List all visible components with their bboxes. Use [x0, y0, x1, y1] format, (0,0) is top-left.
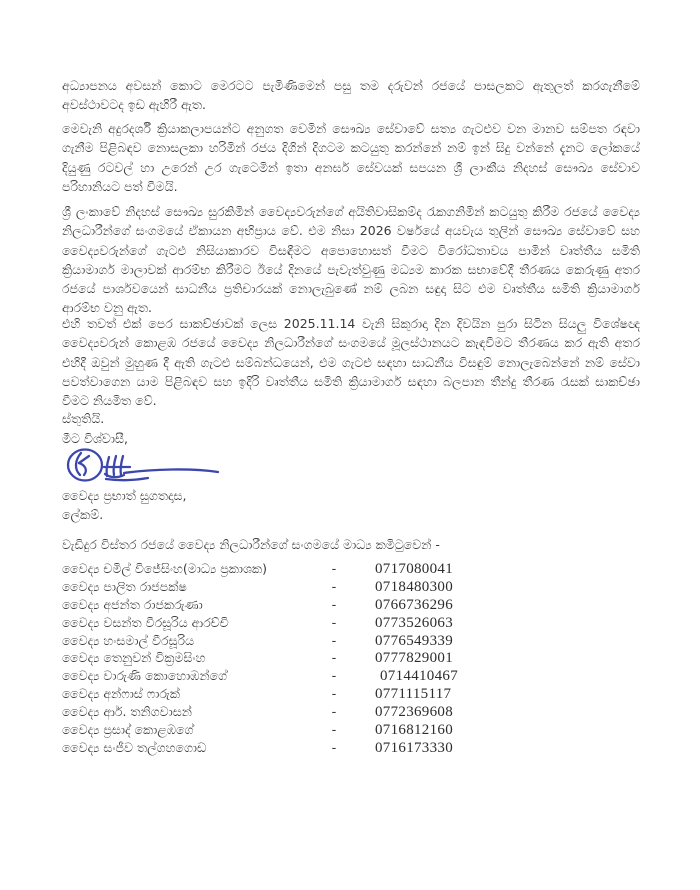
contact-row [62, 703, 542, 721]
closing-valediction: මීට විශ්වාසී, [62, 431, 128, 446]
contact-separator: - [331, 579, 337, 595]
letter-paragraph-3: ශ්‍රී ලංකාවේ නිදහස් සෞඛ්‍ය සුරකිමින් වෛද්‍යවරුන්ගේ අයිතිවාසිකම්ද රැකගනිමින් කටයුතු කිරීම රජයේ වෛද්‍ය නිලධාරීන්ගේ සංගමයේ ඒකායන අභිප්‍රාය වේ. එම නිසා 2026 වර්ෂයේ අයවැය තුලින් සෞඛ්‍ය සේවාවේ සහ වෛද්‍යවරුන්ගේ ගැටළු නිසියාකාරව විසඳීමට අපොහොසත් වීමට විරෝධතාවය පාමින් වෘත්තීය සමිති ක්‍රියාමාර්ග මාලාවක් ආරම්භ කිරීමට ඊයේ දිනයේ පැවැත්වුණු මධ්‍යම කාරක සභාවේදී තීරණය කෙරුණු අතර රජයේ පාර්ශවයෙන් සාධනීය ප්‍රතිචාරයක් නොලැබුණේ නම් ලබන සඳුදා සිට එම වෘත්තීය සමිති ක්‍රියාමාර්ග ආරම්භ වනු ඇත. [62, 204, 640, 316]
contact-phone: 0716812160 [375, 722, 453, 739]
contact-name: වෛද්‍ය ආර්. තනිගවාසන් [62, 704, 192, 720]
contact-name: වෛද්‍ය වසන්ත වීරසූරිය ආරච්චි [62, 614, 229, 630]
contact-name: වෛද්‍ය ප්‍රසාද් කොළඹගේ [62, 722, 194, 738]
contact-row [62, 614, 542, 632]
contact-separator: - [331, 687, 337, 703]
signature-icon [64, 444, 224, 488]
contacts-list [62, 560, 542, 757]
contact-name: වෛද්‍ය හංසමාල් වීරසූරිය [62, 632, 195, 648]
contact-row [62, 685, 542, 703]
contact-row [62, 667, 542, 685]
contact-row [62, 596, 542, 614]
contact-separator: - [331, 669, 337, 685]
letter-paragraph-1: අධ්‍යාපනය අවසන් කොට මෙරටට පැමිණිමෙන් පසු තම දරුවන් රජයේ පාසලකට ඇතුලත් කරගැනීමේ අවස්ථාවටද ඉඩ ඇහිරී ඇත. [62, 78, 640, 113]
contact-phone: 0717080041 [375, 561, 453, 577]
contact-separator: - [331, 723, 337, 739]
contact-name: වෛද්‍ය අන්ෆාස් ෆාරුක් [62, 686, 180, 702]
contact-separator: - [331, 740, 337, 756]
letter-paragraph-2: මෙවැනි අදුරදර්ශී ක්‍රියාකලාපයන්ට අනුගත වෙමින් සෞඛ්‍ය සේවාවේ සත්‍ය ගැටළුව වන මානව සම්පත රඳවා ගැනීම පිළිබඳව නොසලකා හරිමින් රජය දිගින් දිගටම කටයුතු කරන්නේ නම් ඉන් සිදු වන්නේ දැනට ලෝකයේ දියුණු රටවල් හා උරෙන් උර ගැටෙමින් ඉතා අනර්ඝ සේවයක් සපයන ශ්‍රී ලාංකීය නිදහස් සෞඛ්‍ය සේවාව පරිහානියට පත් වීමයි. [62, 121, 640, 194]
contact-phone: 0766736296 [375, 596, 453, 613]
contact-row [62, 739, 542, 757]
contact-row [62, 721, 542, 739]
contact-row [62, 578, 542, 596]
contact-phone: 0771115117 [375, 686, 452, 703]
contact-row [62, 632, 542, 650]
contact-name: වෛද්‍ය තෙනුවන් වික්‍රමසිංහ [62, 650, 206, 666]
contact-phone: 0773526063 [375, 614, 453, 631]
contact-name: වෛද්‍ය සංජීව තල්ගහගොඩ [62, 739, 207, 755]
contact-separator: - [331, 633, 337, 649]
contact-name: වෛද්‍ය අජන්ත රාජකරුණා [62, 596, 203, 612]
contact-row [62, 649, 542, 667]
contact-phone: 0714410467 [380, 668, 458, 685]
contact-name: වෛද්‍ය පාලිත රාජපක්ෂ [62, 578, 187, 594]
contact-separator: - [331, 651, 337, 667]
signer-name: වෛද්‍ය ප්‍රභාත් සුගතදාස, [62, 488, 187, 503]
contact-separator: - [331, 705, 337, 721]
contact-phone: 0777829001 [375, 650, 453, 667]
contact-phone: 0716173330 [375, 739, 453, 756]
contact-name: වෛද්‍ය වාරුණි කොහොඹන්ගේ [62, 668, 228, 684]
closing-thanks: ස්තුතියි. [62, 411, 105, 426]
contact-phone: 0718480300 [375, 578, 453, 595]
contact-separator: - [331, 562, 337, 577]
contacts-heading: වැඩිදුර විස්තර රජයේ වෛද්‍ය නිලධාරීන්ගේ සංගමයේ මාධ්‍ය කමිටුවෙන් - [62, 537, 440, 552]
contact-separator: - [331, 597, 337, 613]
contact-name: වෛද්‍ය චමිල් විජේසිංහ(මාධ්‍ය ප්‍රකාශක) [62, 561, 267, 576]
signer-title: ලේකම්. [62, 507, 104, 522]
contact-phone: 0772369608 [375, 704, 453, 721]
contact-phone: 0776549339 [375, 632, 453, 649]
contact-separator: - [331, 615, 337, 631]
contact-row [62, 560, 542, 578]
letter-paragraph-4: එහි තවත් එක් පෙර සාකච්ඡාවක් ලෙස 2025.11.14 වැනි සිකුරාදා දින දිවයින පුරා සිටින සියලු විශේෂඥ වෛද්‍යවරුන් කොළඹ රජයේ වෛද්‍ය නිලධාරීන්ගේ සංගමයේ මූලස්ථානයට කැඳවීමට තීරණය කර ඇති අතර එහිදී ඔවුන් මුහුණ දී ඇති ගැටළු සම්බන්ධයෙන්, එම ගැටළු සඳහා සාධනීය විසඳුම් නොලැබෙන්නේ නම් සේවා පවත්වාගෙන යාම පිළිබඳව සහ ඉදිරි වෘත්තීය සමිති ක්‍රියාමාර්ග සඳහා බලපාන තීන්දු තීරණ රැසක් සාකච්ඡා වීමට නියමිත වේ. [62, 316, 640, 409]
